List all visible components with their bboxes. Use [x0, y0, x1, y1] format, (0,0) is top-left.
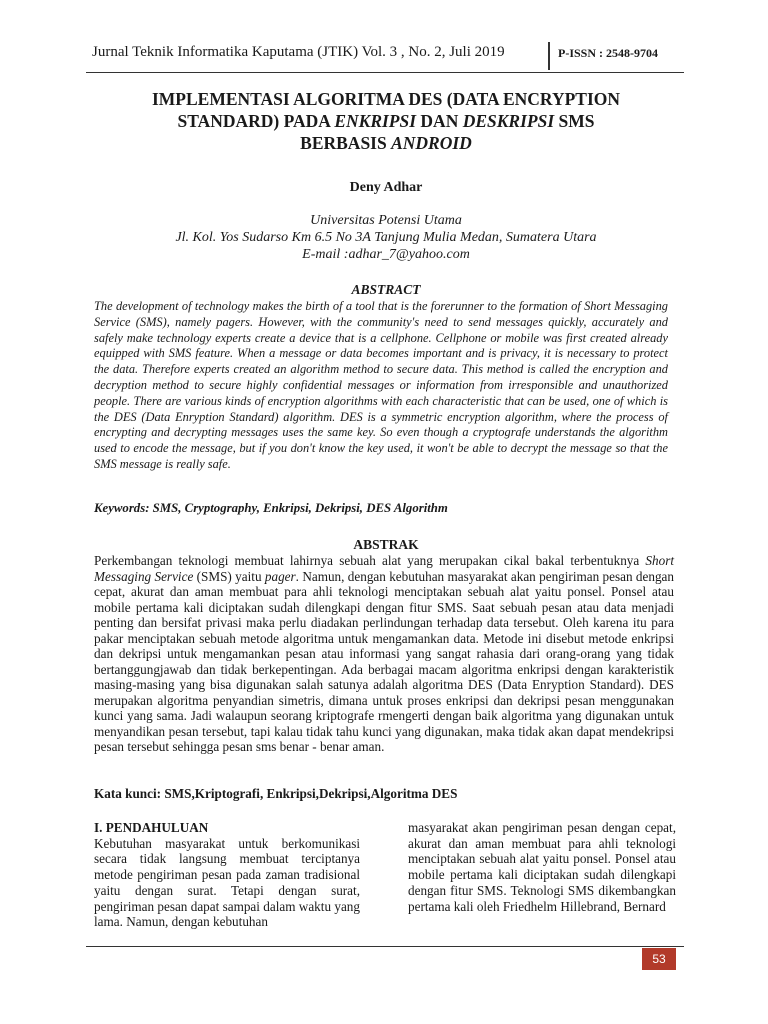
abstract-heading: ABSTRACT [351, 282, 421, 297]
abstrak-heading: ABSTRAK [353, 537, 419, 552]
keywords: Keywords: SMS, Cryptography, Enkripsi, Dekripsi, DES Algorithm [94, 501, 448, 515]
title-part-italic: ANDROID [391, 133, 472, 153]
footer-rule [86, 946, 684, 947]
title-part-italic: DESKRIPSI [462, 111, 555, 131]
kata-kunci: Kata kunci: SMS,Kriptografi, Enkripsi,Dekripsi,Algoritma DES [94, 786, 458, 801]
title-part: BERBASIS [300, 133, 392, 153]
affiliation-institution: Universitas Potensi Utama [310, 213, 462, 228]
section-text-left: Kebutuhan masyarakat untuk berkomunikasi secara tidak langsung membuat terciptanya metode pengiriman pesan pada zaman tradisional yaitu dengan surat. Tetapi dengan surat, pengiriman pesan dapat sampai dalam waktu yang lama. Namun, dengan kebutuhan [94, 835, 360, 930]
abstract-text: The development of technology makes the birth of a tool that is the forerunner to the formation of Short Messaging Service (SMS), namely pagers. However, with the community's need to send messages quickly, accurately and safely make technology experts create a device that is a cellphone. Cellphone or mobile was first created already equipped with SMS feature. When a message or data becomes important and is privacy, it is necessary to protect the data. Therefore experts created an algorithm method to secure data. This method is called the encryption and decryption method to secure highly confidential messages or information from irresponsible and unauthorized people. There are various kinds of encryption algorithms with each characteristic that can be used, one of which is the DES (Data Enryption Standard) algorithm. DES is a symmetric encryption algorithm, where the process of encrypting and decrypting messages uses the same key. So even though a cryptografe understands the algorithm used to encode the message, but if you don't know the key used, it won't be able to decrypt the message so that the SMS message is really safe. [94, 299, 668, 471]
abstrak-part: . Namun, dengan kebutuhan masyarakat akan pengiriman pesan dengan cepat, akurat dan aman membuat para ahli teknologi menciptakan sebuah alat yaitu ponsel. Ponsel atau mobile pertama kali diciptakan sudah dilengkapi dengan fitur SMS. Saat sebuah pesan atau data menjadi penting dan bersifat privasi maka perlu diadakan perlindungan terhadap data tersebut. Oleh karena itu para pakar menciptakan sebuah metode algoritma untuk mengamankan data. Metode ini disebut metode enkripsi dan dekripsi untuk mengamankan pesan atau informasi yang sangat rahasia dari orang-orang yang tidak bertanggungjawab dan tidak berkepentingan. Ada berbagai macam algoritma enkripsi dengan karakteristik masing-masing yang bisa digunakan salah satunya adalah algoritma DES (Data Enryption Standard). DES merupakan algoritma penyandian simetris, dimana untuk proses enkripsi dan dekripsi pesan menggunakan kunci yang sama. Jadi walaupun seorang kriptografe rmengerti dengan baik algoritma yang digunakan untuk menyandikan pesan tersebut, tapi kalau tidak tahu kunci yang digunakan, maka tidak akan dapat mendekripsi pesan tersebut sehingga pesan sms benar - benar aman. [94, 568, 674, 754]
title-line-2 [92, 110, 680, 132]
issn-label: P-ISSN : 2548-9704 [558, 46, 659, 60]
affiliation [92, 212, 680, 263]
journal-header: Jurnal Teknik Informatika Kaputama (JTIK) Vol. 3 , No. 2, Juli 2019 [92, 44, 505, 60]
title-part: SMS [554, 111, 595, 131]
title-part: STANDARD) PADA [177, 111, 335, 131]
body-column-left [94, 820, 360, 930]
title-part: DAN [416, 111, 463, 131]
abstrak-italic: Short Messaging Service [94, 553, 674, 584]
abstrak-italic: pager [264, 568, 296, 584]
abstrak-part: Perkembangan teknologi membuat lahirnya sebuah alat yang merupakan cikal bakal terbentuknya [94, 553, 646, 568]
title-line-1: IMPLEMENTASI ALGORITMA DES (DATA ENCRYPTION [151, 89, 621, 109]
abstrak-part: (SMS) yaitu [193, 568, 265, 584]
body-column-right: masyarakat akan pengiriman pesan dengan cepat, akurat dan aman membuat para ahli teknologi menciptakan sebuah alat yaitu ponsel. Ponsel atau mobile pertama kali diciptakan sudah dilengkapi dengan fitur SMS. Teknologi SMS dikembangkan pertama kali oleh Friedhelm Hillebrand, Bernard [408, 820, 676, 914]
page-number-badge: 53 [642, 948, 676, 970]
affiliation-email: E-mail :adhar_7@yahoo.com [302, 247, 470, 262]
title-line-3 [92, 132, 680, 154]
section-heading: I. PENDAHULUAN [94, 820, 209, 835]
header-rule [86, 72, 684, 73]
header-divider [548, 42, 550, 70]
title-part-italic: ENKRIPSI [334, 111, 417, 131]
paper-title [92, 88, 680, 154]
abstrak-text [94, 553, 674, 755]
author-name: Deny Adhar [349, 180, 423, 195]
affiliation-address: Jl. Kol. Yos Sudarso Km 6.5 No 3A Tanjung Mulia Medan, Sumatera Utara [175, 230, 597, 245]
